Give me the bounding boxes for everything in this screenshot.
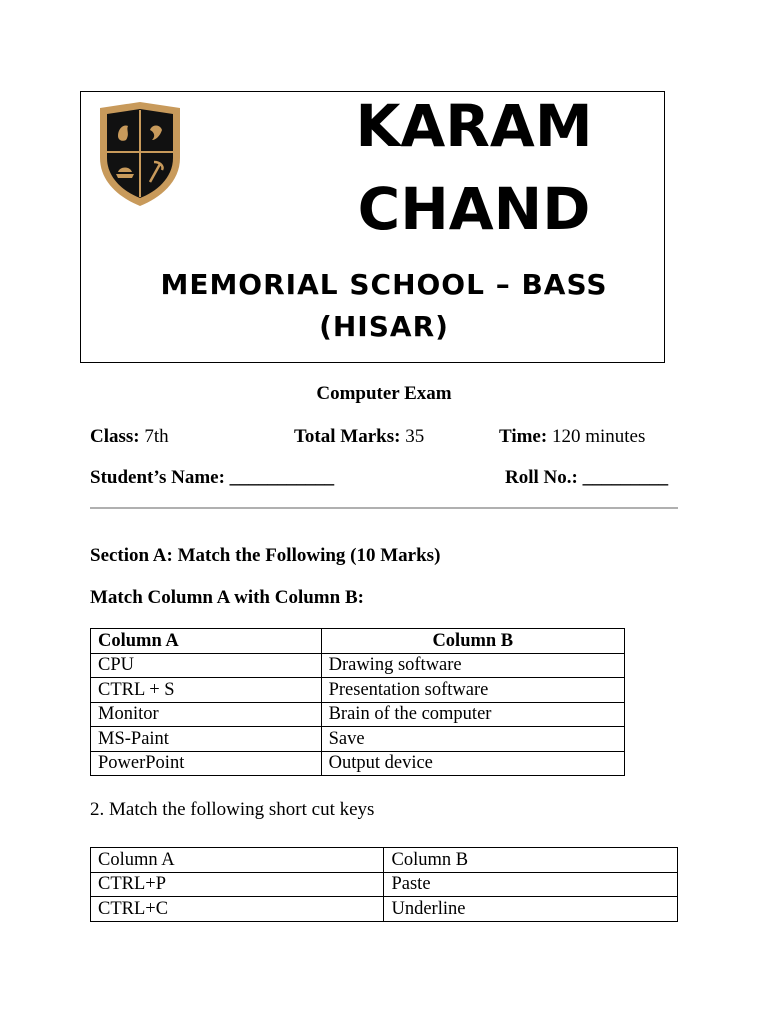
table-cell: Monitor [91, 702, 322, 727]
class-label: Class: [90, 426, 140, 447]
table-row [91, 678, 625, 703]
school-location: (HISAR) [319, 310, 449, 343]
table-header-cell: Column B [384, 848, 678, 873]
header-divider [90, 507, 678, 509]
school-name-line-3: MEMORIAL SCHOOL – BASS [160, 268, 608, 301]
table-cell: CPU [91, 653, 322, 678]
table-cell: CTRL + S [91, 678, 322, 703]
table-cell: Paste [384, 872, 678, 897]
section-a-instruction: Match Column A with Column B: [90, 587, 364, 608]
time-label: Time: [499, 426, 548, 447]
table-cell: Drawing software [321, 653, 624, 678]
table-cell: Output device [321, 751, 624, 776]
section-a-heading: Section A: Match the Following (10 Marks) [90, 545, 441, 566]
school-crest-logo [94, 100, 186, 208]
match-table-1 [90, 628, 625, 776]
table-cell: Underline [384, 897, 678, 922]
table-header-cell: Column A [91, 629, 322, 654]
exam-title: Computer Exam [316, 383, 452, 404]
table-header-row [91, 629, 625, 654]
table-row [91, 751, 625, 776]
table-row [91, 653, 625, 678]
table-header-cell: Column A [91, 848, 384, 873]
table-row [91, 897, 678, 922]
time-value: 120 minutes [551, 426, 646, 447]
table-row [91, 702, 625, 727]
table-header-cell: Column B [321, 629, 624, 654]
total-marks-label: Total Marks: [294, 426, 401, 447]
table-cell: Save [321, 727, 624, 752]
question-2-text: 2. Match the following short cut keys [90, 799, 375, 820]
table-cell: CTRL+C [91, 897, 384, 922]
table-cell: Presentation software [321, 678, 624, 703]
school-name-line-2: CHAND [357, 175, 591, 243]
table-cell: Brain of the computer [321, 702, 624, 727]
student-name-field: Student’s Name: ___________ [90, 467, 335, 488]
class-field [90, 426, 169, 448]
table-cell: CTRL+P [91, 872, 384, 897]
table-row [91, 872, 678, 897]
table-cell: PowerPoint [91, 751, 322, 776]
table-cell: MS-Paint [91, 727, 322, 752]
time-field [499, 426, 645, 448]
table-row [91, 727, 625, 752]
class-value: 7th [144, 426, 169, 447]
roll-number-field: Roll No.: _________ [505, 467, 669, 488]
total-marks-field [294, 426, 424, 448]
table-header-row [91, 848, 678, 873]
school-name-line-1: KARAM [355, 92, 593, 160]
match-table-2 [90, 847, 678, 922]
total-marks-value: 35 [405, 426, 425, 447]
